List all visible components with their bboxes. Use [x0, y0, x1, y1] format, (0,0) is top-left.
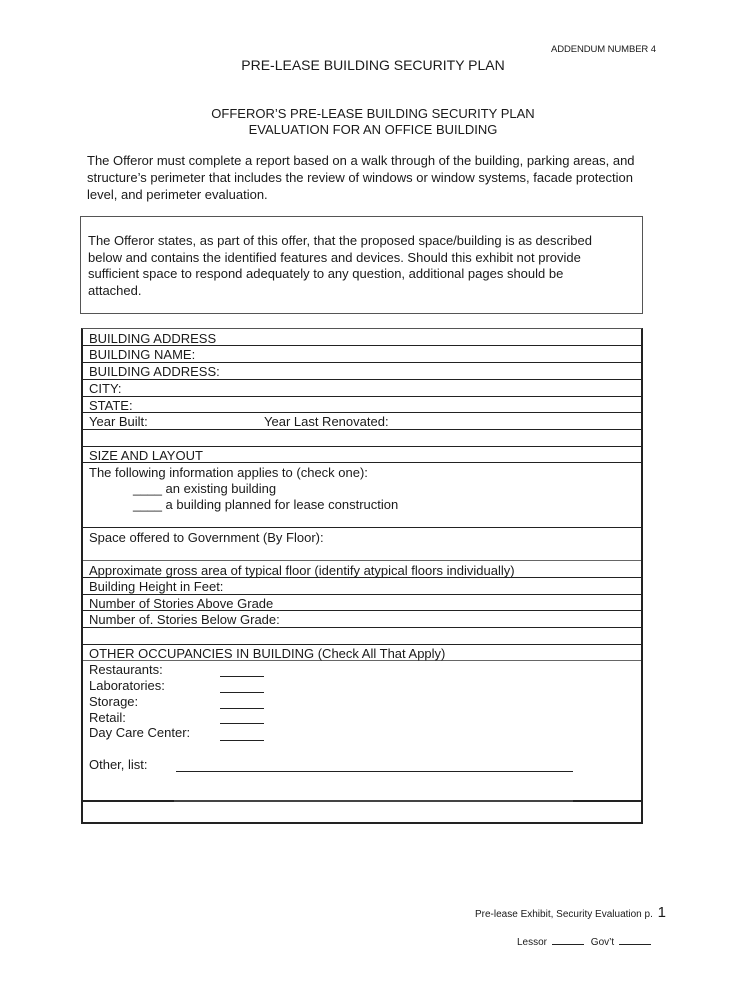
statement-line-3: sufficient space to respond adequately to any question, additional pages should be [88, 266, 564, 281]
year-row[interactable] [83, 413, 641, 430]
other-list-line-1[interactable] [176, 771, 573, 772]
applies-to-label: The following information applies to (check one): [89, 465, 368, 480]
gross-area-label: Approximate gross area of typical floor (identify atypical floors individually) [89, 563, 515, 578]
exhibit-label: Pre-lease Exhibit, Security Evaluation p. [475, 909, 653, 920]
other-list-line-2[interactable] [174, 800, 573, 802]
year-last-renovated-label: Year Last Renovated: [264, 414, 389, 429]
occupancy-retail-blank[interactable] [220, 723, 264, 724]
option-planned-building[interactable]: ____ a building planned for lease construction [133, 497, 399, 512]
blank-row-2 [83, 628, 641, 645]
stories-above-label: Number of Stories Above Grade [89, 596, 274, 611]
occupancies-header-label: OTHER OCCUPANCIES IN BUILDING (Check All That Apply) [89, 646, 446, 661]
building-address-section-header [83, 331, 641, 346]
building-height-field[interactable] [83, 578, 641, 595]
blank-row-3 [83, 803, 641, 821]
intro-line-1: The Offeror must complete a report based on a walk through of the building, parking areas, and [87, 153, 635, 168]
space-offered-label: Space offered to Government (By Floor): [89, 530, 324, 545]
subtitle-line-2: EVALUATION FOR AN OFFICE BUILDING [248, 122, 498, 137]
building-height-label: Building Height in Feet: [89, 579, 224, 594]
occupancies-section-header [83, 645, 641, 661]
document-subtitle [0, 106, 746, 138]
building-type-check-one [83, 463, 641, 528]
statement-line-1: The Offeror states, as part of this offer, that the proposed space/building is as described [88, 233, 592, 248]
other-list-label: Other, list: [89, 757, 148, 772]
building-address-field[interactable] [83, 363, 641, 380]
initials-line [517, 936, 655, 948]
occupancies-checklist [83, 661, 641, 802]
occupancy-laboratories-label: Laboratories: [89, 678, 165, 693]
occupancy-retail-label: Retail: [89, 710, 126, 725]
stories-below-field[interactable] [83, 611, 641, 628]
space-offered-field[interactable] [83, 528, 641, 561]
page-title-text: PRE-LEASE BUILDING SECURITY PLAN [241, 57, 505, 73]
offeror-statement-box [80, 216, 643, 314]
page-number: 1 [657, 904, 666, 921]
addendum-number: ADDENDUM NUMBER 4 [551, 44, 656, 55]
building-name-field[interactable] [83, 346, 641, 363]
occupancy-restaurants-blank[interactable] [220, 676, 264, 677]
building-address-header-label: BUILDING ADDRESS [89, 331, 217, 346]
blank-row-1 [83, 430, 641, 447]
page-footer [475, 904, 666, 921]
page-title [0, 57, 746, 73]
lessor-label: Lessor [517, 937, 548, 948]
city-field[interactable] [83, 380, 641, 397]
gross-area-field[interactable] [83, 561, 641, 578]
option-existing-building[interactable]: ____ an existing building [133, 481, 277, 496]
building-info-form [81, 328, 643, 824]
occupancy-storage-blank[interactable] [220, 708, 264, 709]
building-name-label: BUILDING NAME: [89, 347, 196, 362]
occupancy-restaurants-label: Restaurants: [89, 662, 163, 677]
occupancy-day-care-label: Day Care Center: [89, 725, 191, 740]
govt-initials-blank[interactable] [619, 936, 651, 945]
building-address-label: BUILDING ADDRESS: [89, 364, 220, 379]
intro-line-2: structure’s perimeter that includes the review of windows or window systems, facade protection [87, 170, 634, 185]
lessor-initials-blank[interactable] [552, 936, 584, 945]
state-label: STATE: [89, 398, 133, 413]
city-label: CITY: [89, 381, 122, 396]
occupancy-day-care-blank[interactable] [220, 740, 264, 741]
size-layout-section-header [83, 447, 641, 463]
occupancy-storage-label: Storage: [89, 694, 139, 709]
stories-above-field[interactable] [83, 595, 641, 611]
size-layout-header-label: SIZE AND LAYOUT [89, 448, 203, 463]
occupancy-laboratories-blank[interactable] [220, 692, 264, 693]
stories-below-label: Number of. Stories Below Grade: [89, 612, 280, 627]
year-built-label: Year Built: [89, 414, 148, 429]
statement-line-2: below and contains the identified features and devices. Should this exhibit not provide [88, 249, 581, 265]
intro-paragraph [87, 152, 667, 203]
intro-line-3: level, and perimeter evaluation. [87, 187, 268, 202]
statement-line-4: attached. [88, 282, 142, 298]
govt-label: Gov’t [590, 937, 615, 948]
state-field[interactable] [83, 397, 641, 413]
subtitle-line-1: OFFEROR’S PRE-LEASE BUILDING SECURITY PLAN [211, 106, 535, 121]
